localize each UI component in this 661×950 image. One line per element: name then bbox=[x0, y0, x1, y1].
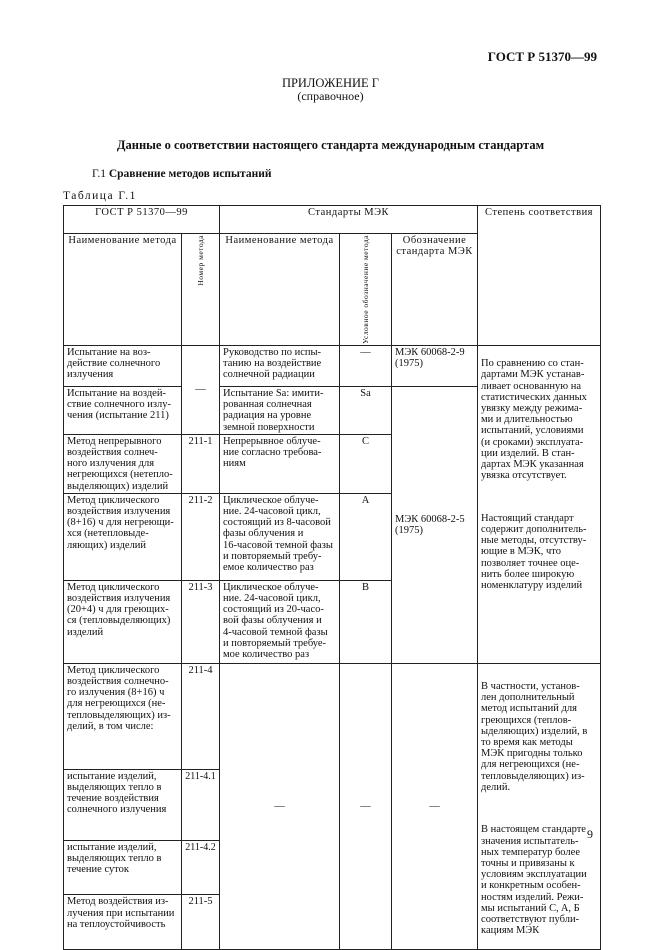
method-name-cell: Испытание на воздей- ствие солнечного излу- чения (испытание 211) bbox=[64, 386, 182, 434]
method-number-cell: 211-3 bbox=[182, 580, 220, 663]
header-degree: Степень соответствия bbox=[478, 206, 601, 346]
method-number-cell: 211-4.2 bbox=[182, 840, 220, 894]
method-name-cell: испытание изделий, выделяющих тепло в течение суток bbox=[64, 840, 182, 894]
method-number-cell: 211-1 bbox=[182, 434, 220, 493]
method-number-cell: 211-4.1 bbox=[182, 769, 220, 840]
method-name-cell: Метод циклического воздействия излучения (20+4) ч для греющих- ся (тепловыделяющих) изделий bbox=[64, 580, 182, 663]
method-number-dash: — bbox=[182, 345, 220, 434]
degree-gap bbox=[481, 493, 597, 502]
iec-method-name-cell: Циклическое облуче- ние. 24-часовой цикл, состоящий из 20-часо- вой фазы облучения и 4-часовой темной фазы и повторяемый требуе- мое количество раз bbox=[220, 580, 340, 663]
header-conditional-designation bbox=[340, 234, 392, 346]
designation-cell: — bbox=[340, 345, 392, 386]
iec-method-name-cell: Непрерывное облуче- ние согласно требова- ниям bbox=[220, 434, 340, 493]
header-iec-designation: Обозначение стандарта МЭК bbox=[392, 234, 478, 346]
appendix-subtitle: (справочное) bbox=[297, 89, 364, 103]
degree-cell bbox=[478, 345, 601, 663]
degree-paragraph: В частности, установ- лен дополнительный метод испытаний для греющихся (теплов- ыделяющих) изделий, в то время как методы МЭК пригодны только для негреющихся (не- тепловыделяющих) из- делий. bbox=[481, 680, 588, 793]
iec-standard-cell: МЭК 60068-2-5 (1975) bbox=[392, 386, 478, 663]
section-title: Сравнение методов испытаний bbox=[108, 168, 272, 180]
degree-cell bbox=[478, 663, 601, 949]
iec-method-name-cell: Циклическое облуче- ние. 24-часовой цикл, состоящий из 8-часовой фазы облучения и 16-часовой темной фазы и повторяемый требу- емое количество раз bbox=[220, 493, 340, 580]
section-number: Г.1 bbox=[92, 168, 106, 180]
method-name-cell: Метод циклического воздействия излучения (8+16) ч для негреющи- хся (нетепловыде- ляющих) изделий bbox=[64, 493, 182, 580]
header-method-name: Наименование метода bbox=[64, 234, 182, 346]
header-gost-group: ГОСТ Р 51370—99 bbox=[64, 206, 220, 234]
document-header: ГОСТ Р 51370—99 bbox=[487, 49, 597, 64]
page-number: 9 bbox=[587, 827, 593, 841]
header-conditional-designation-text: Условное обозначение метода bbox=[360, 235, 370, 344]
header-method-number bbox=[182, 234, 220, 346]
iec-method-name-cell: Руководство по испы- танию на воздействие солнечной радиации bbox=[220, 345, 340, 386]
table-label: Таблица Г.1 bbox=[63, 190, 137, 202]
method-name-cell: испытание изделий, выделяющих тепло в течение воздействия солнечного излучения bbox=[64, 769, 182, 840]
header-iec-group: Стандарты МЭК bbox=[220, 206, 478, 234]
designation-cell: C bbox=[340, 434, 392, 493]
method-number-cell: 211-5 bbox=[182, 895, 220, 949]
method-name-cell: Метод непрерывного воздействия солнеч- ного излучения для негреющихся (нетепло- выделяющих) изделий bbox=[64, 434, 182, 493]
main-title: Данные о соответствии настоящего стандарта международным стандартам bbox=[116, 138, 545, 152]
designation-cell: A bbox=[340, 493, 392, 580]
comparison-table bbox=[63, 205, 601, 950]
designation-cell: B bbox=[340, 580, 392, 663]
method-number-cell: 211-2 bbox=[182, 493, 220, 580]
iec-method-name-cell: Испытание Sa: имити- рованная солнечная радиация на уровне земной поверхности bbox=[220, 386, 340, 434]
iec-standard-dash: — bbox=[392, 663, 478, 949]
method-name-cell: Метод воздействия из- лучения при испытании на теплоустойчивость bbox=[64, 895, 182, 949]
designation-cell: Sa bbox=[340, 386, 392, 434]
degree-gap bbox=[481, 804, 597, 813]
degree-paragraph: Настоящий стандарт содержит дополнитель- ные методы, отсутству- ющие в МЭК, что позволяет точнее оце- нить более широкую номенклатуру изделий bbox=[481, 512, 587, 591]
iec-method-name-dash: — bbox=[220, 663, 340, 949]
designation-dash: — bbox=[340, 663, 392, 949]
header-iec-method-name: Наименование метода bbox=[220, 234, 340, 346]
method-number-cell: 211-4 bbox=[182, 663, 220, 769]
header-method-number-text: Номер метода bbox=[195, 235, 205, 286]
degree-paragraph: По сравнению со стан- дартами МЭК устанав- ливает основанную на статистических данных увязку между режима- ми и длительностью испытаний, условиями (и сроками) эксплуата- ции изделий. В стан- дартах МЭК указанная увязка отсутствует. bbox=[481, 358, 587, 482]
method-name-cell: Метод циклического воздействия солнечно- го излучения (8+16) ч для негреющихся (не- тепловыделяющих) из- делий, в том числе: bbox=[64, 663, 182, 769]
method-name-cell: Испытание на воз- действие солнечного излучения bbox=[64, 345, 182, 386]
iec-standard-cell: МЭК 60068-2-9 (1975) bbox=[392, 345, 478, 386]
section-heading bbox=[92, 168, 271, 180]
appendix-title: ПРИЛОЖЕНИЕ Г bbox=[281, 76, 380, 90]
degree-paragraph: В настоящем стандарте значения испытатель- ных температур более точны и привязаны к условиям эксплуатации и конкретным особен- ностям изделий. Режи- мы испытаний C, A, Б соответствуют публи- кациям МЭК bbox=[481, 824, 587, 937]
